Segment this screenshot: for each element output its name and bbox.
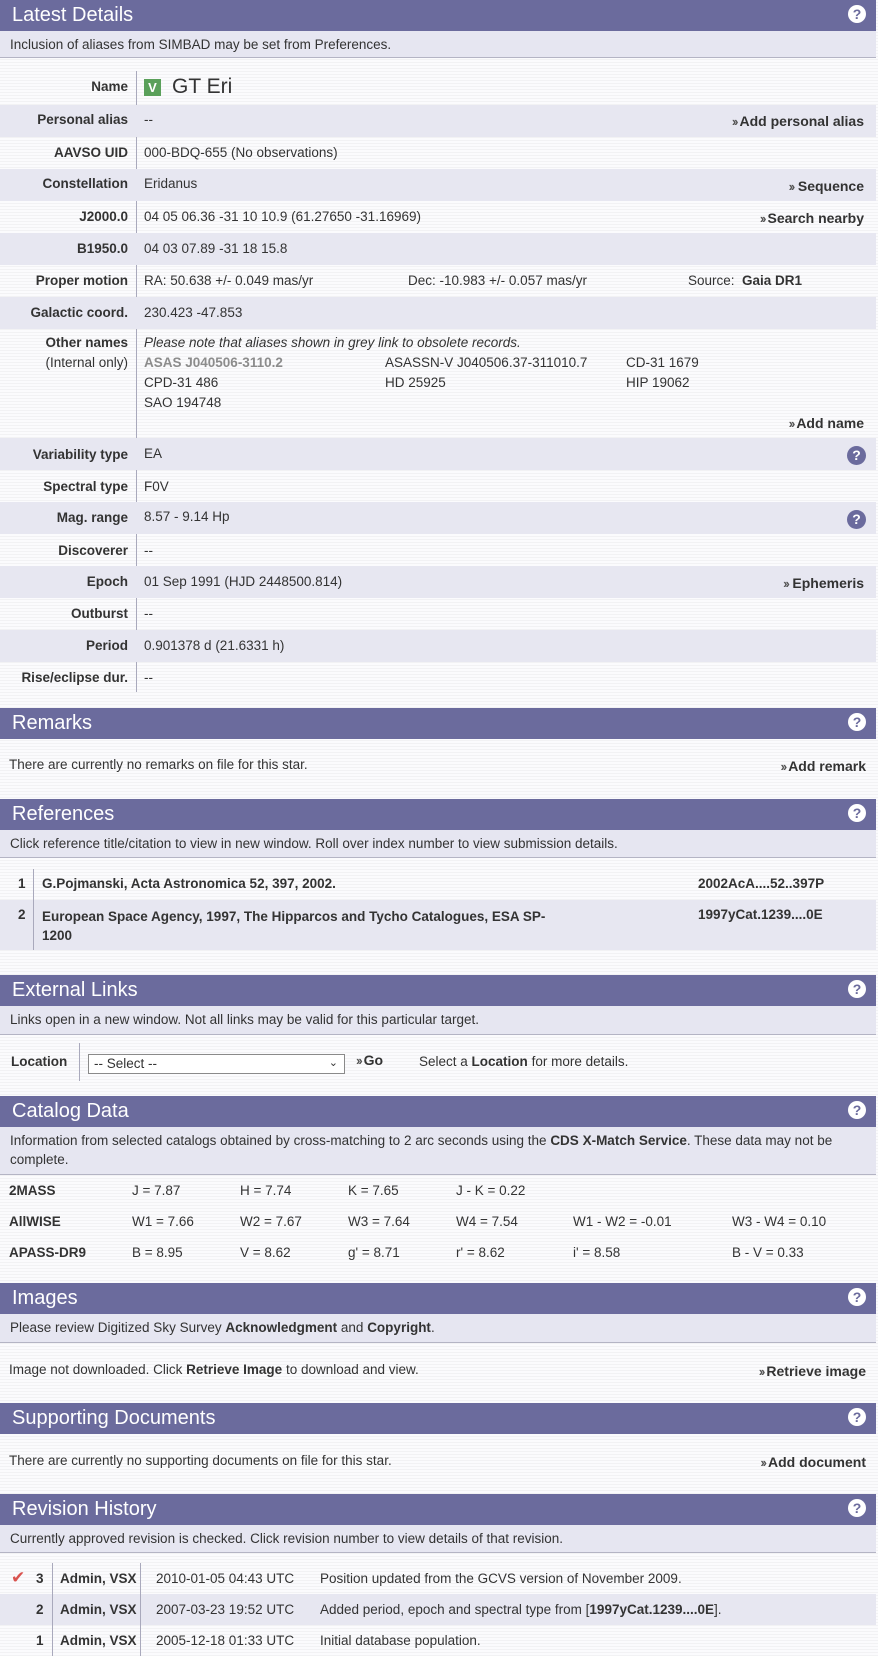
revision-number[interactable]: 2 <box>36 1602 44 1617</box>
reference-title-link[interactable]: G.Pojmanski, Acta Astronomica 52, 397, 2002. <box>42 876 336 891</box>
help-icon[interactable]: ? <box>848 804 866 822</box>
catalog-value: H = 7.74 <box>240 1183 292 1198</box>
auid-row <box>0 137 876 169</box>
mag-range-row <box>0 502 876 534</box>
location-hint: Select a Location for more details. <box>419 1054 629 1069</box>
j2000-row <box>0 201 876 233</box>
spectral-label: Spectral type <box>43 479 128 494</box>
external-links-header <box>0 975 876 1006</box>
discoverer-label: Discoverer <box>58 543 128 558</box>
rise-row <box>0 662 876 692</box>
images-header <box>0 1283 876 1314</box>
revision-date: 2007-03-23 19:52 UTC <box>156 1602 295 1617</box>
personal-alias-row <box>0 105 876 137</box>
revision-divider <box>52 1563 53 1594</box>
catalog-name: 2MASS <box>9 1183 56 1198</box>
catalog-data-title: Catalog Data <box>12 1100 129 1122</box>
reference-number[interactable]: 2 <box>18 907 26 922</box>
pm-ra-value: RA: 50.638 +/- 0.049 mas/yr <box>144 273 314 288</box>
revision-divider <box>140 1563 141 1594</box>
image-status-text: Image not downloaded. Click Retrieve Image to download and view. <box>9 1362 419 1377</box>
reference-row <box>0 869 876 900</box>
proper-motion-label: Proper motion <box>35 273 128 288</box>
chevron-right-icon: ›› <box>759 211 765 226</box>
revision-date: 2010-01-05 04:43 UTC <box>156 1571 295 1586</box>
ref-divider <box>33 900 34 950</box>
supporting-docs-title: Supporting Documents <box>12 1407 216 1429</box>
location-divider <box>79 1043 80 1081</box>
chevron-right-icon: ›› <box>783 576 790 591</box>
chevron-right-icon: ›› <box>780 759 786 774</box>
other-names-note: Please note that aliases shown in grey link to obsolete records. <box>144 335 521 350</box>
revision-divider <box>52 1594 53 1625</box>
retrieve-image-link[interactable]: ›› Retrieve image <box>758 1363 866 1379</box>
alias-link[interactable]: CD-31 1679 <box>626 355 699 370</box>
catalog-value: W1 = 7.66 <box>132 1214 194 1229</box>
ephemeris-link[interactable]: ›› Ephemeris <box>783 575 864 591</box>
check-icon: ✔ <box>11 1568 26 1587</box>
period-value: 0.901378 d (21.6331 h) <box>144 638 285 653</box>
chevron-right-icon: ›› <box>356 1053 361 1068</box>
catalog-name: AllWISE <box>9 1214 61 1229</box>
alias-link[interactable]: ASAS J040506-3110.2 <box>144 355 283 370</box>
catalog-value: V = 8.62 <box>240 1245 291 1260</box>
revision-divider <box>52 1625 53 1656</box>
reference-title-link[interactable]: European Space Agency, 1997, The Hipparcos and Tycho Catalogues, ESA SP-1200 <box>42 909 546 943</box>
catalog-data-header <box>0 1096 876 1127</box>
revision-date: 2005-12-18 01:33 UTC <box>156 1633 295 1648</box>
latest-info: Inclusion of aliases from SIMBAD may be set from Preferences. <box>0 31 876 58</box>
revision-info: Currently approved revision is checked. Click revision number to view details of that revision. <box>0 1525 876 1553</box>
location-select[interactable] <box>88 1054 345 1074</box>
catalog-value: W1 - W2 = -0.01 <box>573 1214 672 1229</box>
discoverer-row <box>0 534 876 566</box>
alias-link[interactable]: SAO 194748 <box>144 395 222 410</box>
latest-details-header <box>0 0 876 31</box>
location-label: Location <box>11 1054 68 1069</box>
outburst-label: Outburst <box>71 606 128 621</box>
period-row <box>0 630 876 662</box>
pm-dec-value: Dec: -10.983 +/- 0.057 mas/yr <box>408 273 587 288</box>
external-links-title: External Links <box>12 979 138 1001</box>
epoch-label: Epoch <box>86 574 128 589</box>
supporting-docs-header <box>0 1403 876 1434</box>
images-info: Please review Digitized Sky Survey Acknowledgment and Copyright. <box>0 1314 876 1343</box>
b1950-value: 04 03 07.89 -31 18 15.8 <box>144 241 288 256</box>
add-document-link[interactable]: ›› Add document <box>760 1454 866 1470</box>
chevron-right-icon: ›› <box>731 114 737 129</box>
spectral-row <box>0 470 876 502</box>
catalog-value: g' = 8.71 <box>348 1245 400 1260</box>
help-icon[interactable]: ? <box>848 5 866 23</box>
revision-divider <box>140 1625 141 1656</box>
reference-number[interactable]: 1 <box>18 876 26 891</box>
catalog-value: W2 = 7.67 <box>240 1214 302 1229</box>
ref-divider <box>33 869 34 900</box>
images-title: Images <box>12 1287 78 1309</box>
revision-row <box>0 1594 876 1625</box>
pm-source-value: Gaia DR1 <box>742 273 803 288</box>
copyright-link[interactable]: Copyright <box>367 1320 431 1335</box>
add-name-link[interactable]: ›› Add name <box>788 415 864 431</box>
name-label: Name <box>91 79 128 94</box>
proper-motion-row <box>0 265 876 297</box>
go-button[interactable]: ›› Go <box>356 1052 384 1068</box>
revision-history-title: Revision History <box>12 1498 157 1520</box>
discoverer-value: -- <box>144 543 153 558</box>
revision-desc: Position updated from the GCVS version of November 2009. <box>320 1571 682 1586</box>
search-nearby-link[interactable]: ›› Search nearby <box>759 210 864 226</box>
revision-divider <box>140 1594 141 1625</box>
alias-link[interactable]: ASASSN-V J040506.37-311010.7 <box>385 355 588 370</box>
catalog-name: APASS-DR9 <box>9 1245 87 1260</box>
latest-details-title: Latest Details <box>12 4 134 26</box>
sequence-link[interactable]: ›› Sequence <box>788 178 864 194</box>
catalog-value: W3 - W4 = 0.10 <box>732 1214 827 1229</box>
catalog-value: W4 = 7.54 <box>456 1214 518 1229</box>
remarks-header <box>0 708 876 739</box>
revision-number[interactable]: 1 <box>36 1633 44 1648</box>
outburst-value: -- <box>144 606 153 621</box>
other-names-label: Other names <box>45 335 128 350</box>
var-type-value: EA <box>144 446 163 461</box>
star-name: GT Eri <box>172 75 233 98</box>
auid-value: 000-BDQ-655 (No observations) <box>144 145 338 160</box>
name-row <box>0 71 876 105</box>
help-icon[interactable]: ? <box>848 1101 866 1119</box>
other-names-row <box>0 329 876 438</box>
revision-user: Admin, VSX <box>60 1633 137 1648</box>
help-icon[interactable]: ? <box>848 1288 866 1306</box>
epoch-value: 01 Sep 1991 (HJD 2448500.814) <box>144 574 343 589</box>
revision-row <box>0 1563 876 1594</box>
var-type-label: Variability type <box>32 447 128 462</box>
mag-range-value: 8.57 - 9.14 Hp <box>144 509 230 524</box>
rise-value: -- <box>144 670 153 685</box>
personal-alias-value: -- <box>144 112 153 127</box>
alias-link[interactable]: HIP 19062 <box>626 375 690 390</box>
help-icon[interactable]: ? <box>848 713 866 731</box>
catalog-value: i' = 8.58 <box>573 1245 621 1260</box>
references-title: References <box>12 803 115 825</box>
help-icon[interactable]: ? <box>847 446 866 465</box>
chevron-right-icon: ›› <box>788 179 795 194</box>
revision-user: Admin, VSX <box>60 1602 137 1617</box>
constellation-value: Eridanus <box>144 176 198 191</box>
remarks-text: There are currently no remarks on file for this star. <box>9 757 308 772</box>
catalog-value: K = 7.65 <box>348 1183 399 1198</box>
revision-number[interactable]: 3 <box>36 1571 44 1586</box>
help-icon[interactable]: ? <box>848 980 866 998</box>
galactic-row <box>0 297 876 329</box>
alias-link[interactable]: HD 25925 <box>385 375 446 390</box>
external-links-info: Links open in a new window. Not all links may be valid for this particular target. <box>0 1006 876 1035</box>
revision-desc: Added period, epoch and spectral type from [1997yCat.1239....0E]. <box>320 1602 722 1617</box>
acknowledgment-link[interactable]: Acknowledgment <box>225 1320 338 1335</box>
chevron-down-icon: ⌄ <box>328 1057 338 1069</box>
revision-row <box>0 1625 876 1656</box>
alias-link[interactable]: CPD-31 486 <box>144 375 219 390</box>
reference-code-link[interactable]: 2002AcA....52..397P <box>698 876 825 891</box>
catalog-value: B = 8.95 <box>132 1245 183 1260</box>
personal-alias-label: Personal alias <box>37 112 128 127</box>
catalog-value: J = 7.87 <box>132 1183 181 1198</box>
galactic-label: Galactic coord. <box>30 305 128 320</box>
revision-ref-link[interactable]: 1997yCat.1239....0E <box>589 1602 715 1617</box>
auid-label: AAVSO UID <box>53 145 128 160</box>
chevron-right-icon: ›› <box>758 1364 764 1379</box>
constellation-label: Constellation <box>42 176 128 191</box>
references-header <box>0 799 876 830</box>
remarks-title: Remarks <box>12 712 93 734</box>
outburst-row <box>0 598 876 630</box>
epoch-row <box>0 566 876 598</box>
catalog-value: W3 = 7.64 <box>348 1214 410 1229</box>
references-info: Click reference title/citation to view in new window. Roll over index number to view submission details. <box>0 830 876 858</box>
mag-range-label: Mag. range <box>56 510 128 525</box>
var-type-row <box>0 438 876 470</box>
location-select-value: -- Select -- <box>94 1056 158 1071</box>
period-label: Period <box>85 638 128 653</box>
j2000-value: 04 05 06.36 -31 10 10.9 (61.27650 -31.16969) <box>144 209 421 224</box>
other-names-sublabel: (Internal only) <box>45 355 128 370</box>
catalog-info: Information from selected catalogs obtained by cross-matching to 2 arc seconds using the CDS X-Match Service. These data may not be complete. <box>0 1127 876 1175</box>
add-personal-alias-link[interactable]: ›› Add personal alias <box>731 113 864 129</box>
spectral-value: F0V <box>144 479 169 494</box>
chevron-right-icon: ›› <box>760 1455 765 1470</box>
catalog-value: r' = 8.62 <box>456 1245 505 1260</box>
reference-row <box>0 900 876 950</box>
galactic-value: 230.423 -47.853 <box>144 305 243 320</box>
help-icon[interactable]: ? <box>847 510 866 529</box>
variable-badge: V <box>144 79 161 96</box>
add-remark-link[interactable]: ›› Add remark <box>780 758 866 774</box>
documents-text: There are currently no supporting documents on file for this star. <box>9 1453 392 1468</box>
reference-code-link[interactable]: 1997yCat.1239....0E <box>698 907 823 922</box>
help-icon[interactable]: ? <box>848 1408 866 1426</box>
rise-label: Rise/eclipse dur. <box>21 670 128 685</box>
constellation-row <box>0 169 876 201</box>
help-icon[interactable]: ? <box>848 1499 866 1517</box>
b1950-label: B1950.0 <box>76 241 128 256</box>
catalog-value: J - K = 0.22 <box>456 1183 526 1198</box>
chevron-right-icon: ›› <box>788 416 794 431</box>
pm-source-label: Source: <box>688 273 735 288</box>
catalog-value: B - V = 0.33 <box>732 1245 804 1260</box>
revision-history-header <box>0 1494 876 1525</box>
b1950-row <box>0 233 876 265</box>
revision-desc: Initial database population. <box>320 1633 481 1648</box>
revision-user: Admin, VSX <box>60 1571 137 1586</box>
j2000-label: J2000.0 <box>79 209 128 224</box>
